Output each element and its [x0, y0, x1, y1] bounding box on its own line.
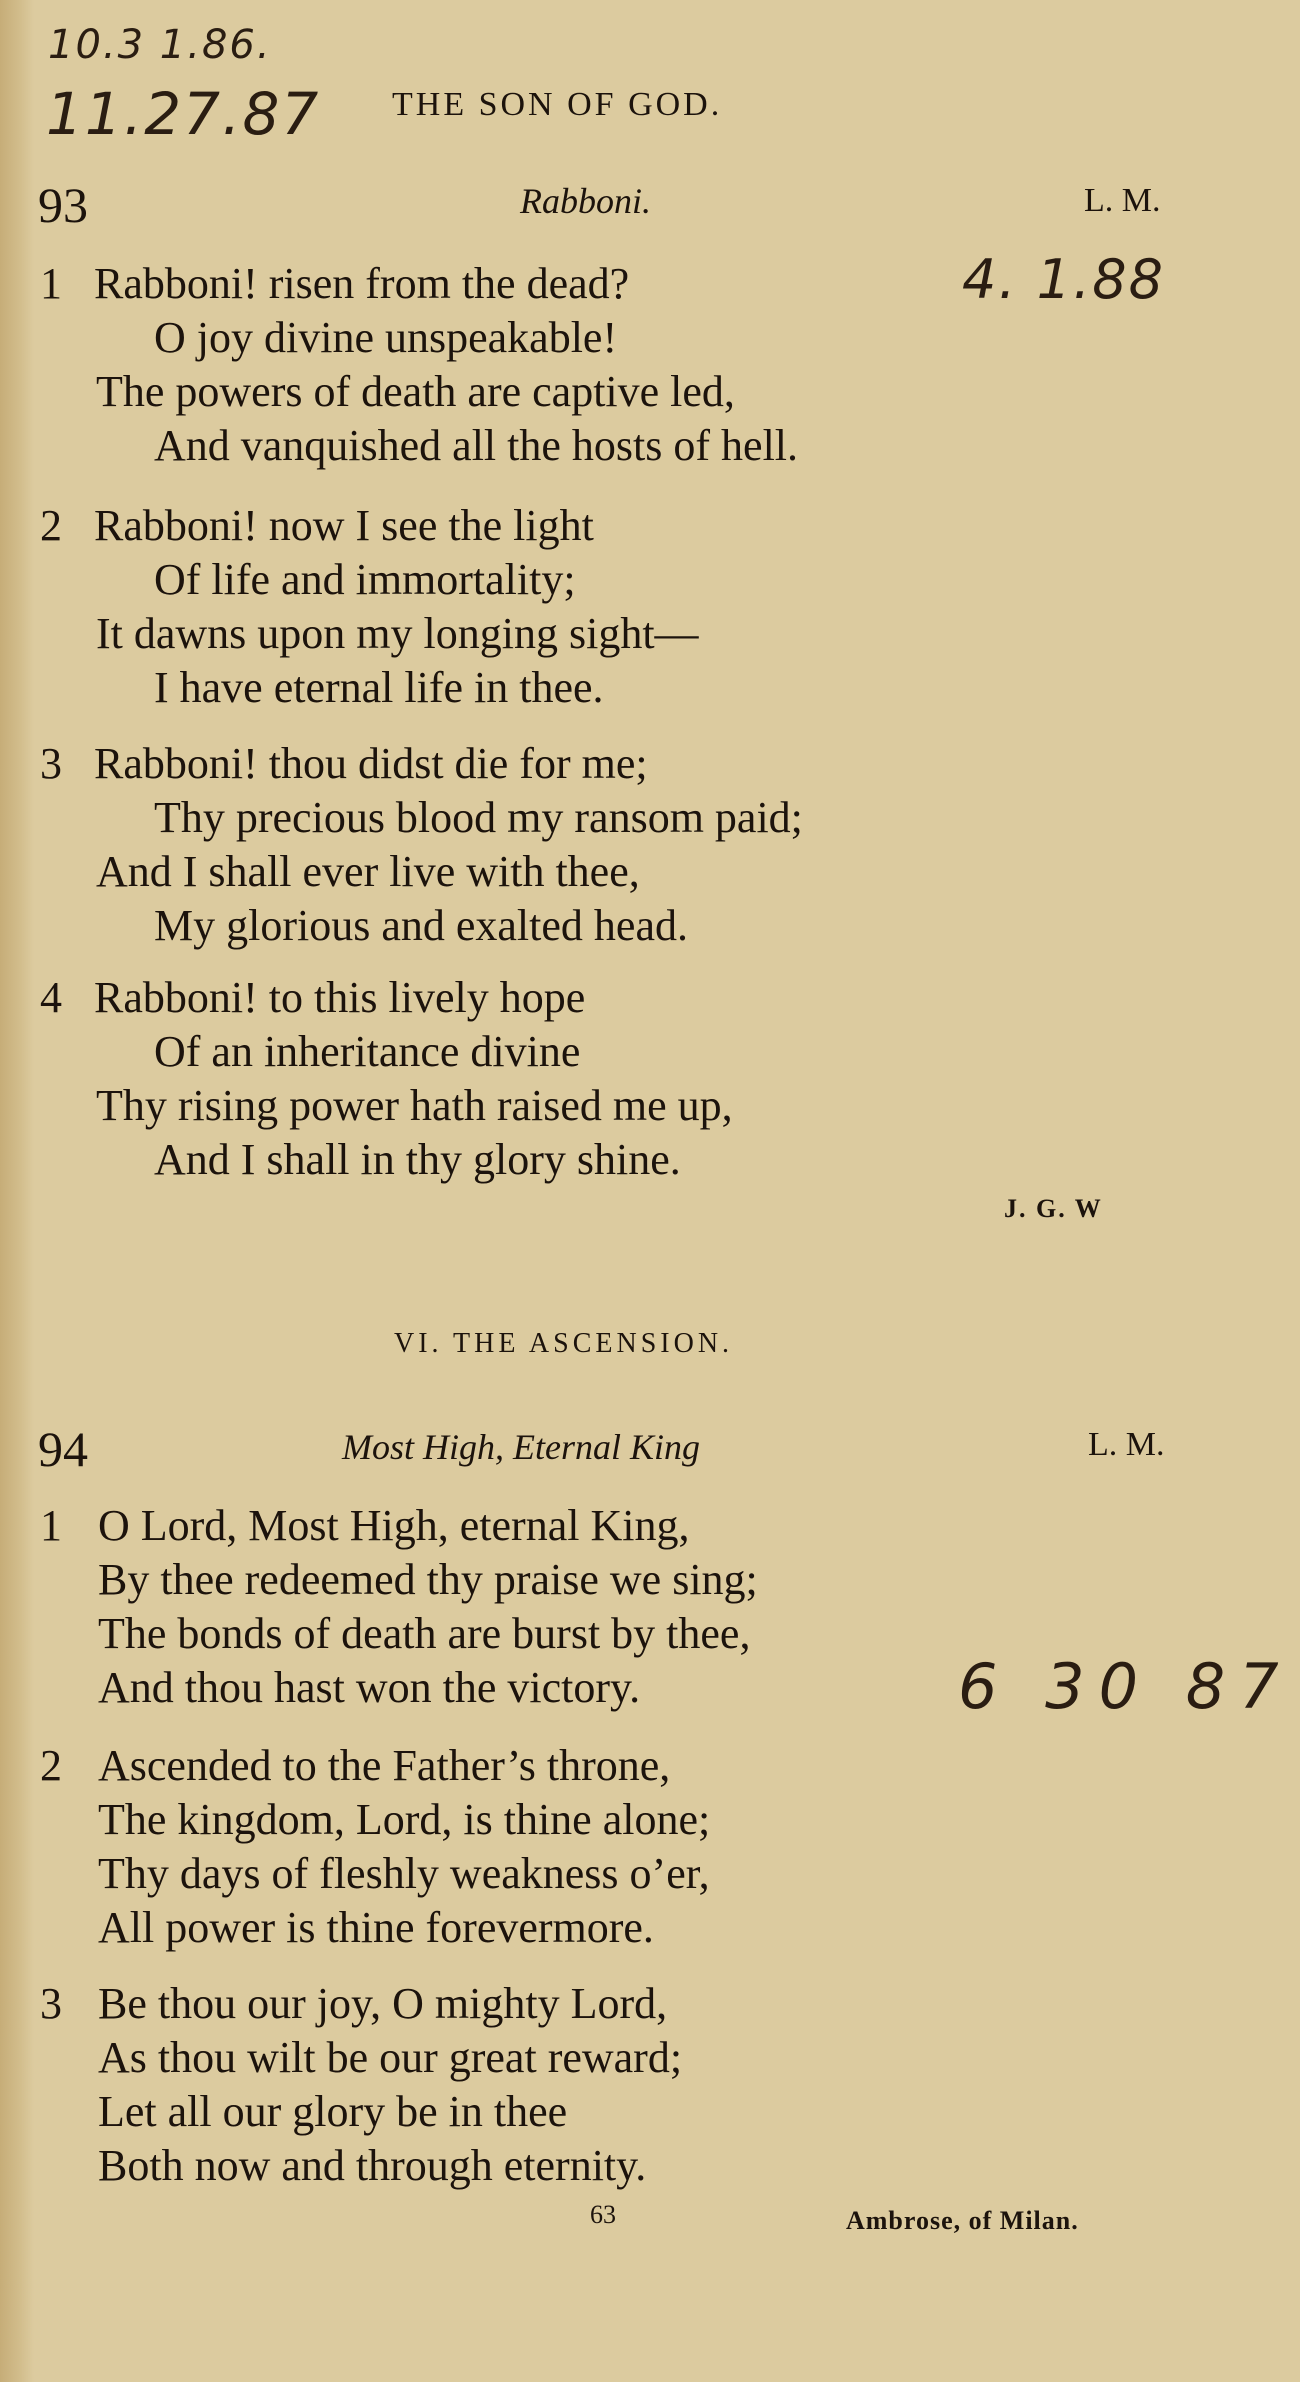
verse-line: Rabboni! thou didst die for me; — [94, 739, 648, 788]
verse-number: 3 — [40, 739, 62, 788]
verse-line: Rabboni! now I see the light — [94, 501, 594, 550]
verse-number: 1 — [40, 259, 62, 308]
verse-line: The bonds of death are burst by thee, — [98, 1609, 751, 1658]
hymn-94-author: Ambrose, of Milan. — [846, 2206, 1079, 2235]
handwritten-note-top-2: 11.27.87 — [46, 80, 321, 148]
verse-line: And thou hast won the victory. — [98, 1663, 641, 1712]
verse-number: 2 — [40, 501, 62, 550]
running-head: THE SON OF GOD. — [392, 86, 723, 123]
section-heading: VI. THE ASCENSION. — [394, 1328, 734, 1359]
verse-line: I have eternal life in thee. — [154, 663, 604, 712]
verse-line: And vanquished all the hosts of hell. — [154, 421, 799, 470]
verse-line: Let all our glory be in thee — [98, 2087, 568, 2136]
handwritten-note-margin-1: 4. 1.88 — [962, 248, 1165, 311]
verse-line: O joy divine unspeakable! — [154, 313, 618, 362]
hymn-93-meter: L. M. — [1084, 182, 1161, 219]
verse-line: And I shall in thy glory shine. — [154, 1135, 681, 1184]
verse-line: The kingdom, Lord, is thine alone; — [98, 1795, 711, 1844]
verse-line: Both now and through eternity. — [98, 2141, 647, 2190]
handwritten-note-top-1: 10.3 1.86. — [48, 22, 272, 68]
verse-line: Rabboni! risen from the dead? — [94, 259, 630, 308]
verse-line: It dawns upon my longing sight— — [96, 609, 699, 658]
page-binding-shadow — [0, 0, 34, 2382]
hymn-94-meter: L. M. — [1088, 1426, 1165, 1463]
verse-line: O Lord, Most High, eternal King, — [98, 1501, 690, 1550]
verse-line: All power is thine forevermore. — [98, 1903, 654, 1952]
verse-line: My glorious and exalted head. — [154, 901, 688, 950]
verse-line: Rabboni! to this lively hope — [94, 973, 586, 1022]
verse-number: 1 — [40, 1501, 62, 1550]
page-number: 63 — [590, 2200, 616, 2229]
verse-number: 3 — [40, 1979, 62, 2028]
verse-line: Ascended to the Father’s throne, — [98, 1741, 671, 1790]
hymn-93-author: J. G. W — [1004, 1194, 1103, 1223]
hymn-93-number: 93 — [38, 177, 88, 233]
hymn-93-title: Rabboni. — [520, 181, 651, 221]
hymn-94-number: 94 — [38, 1421, 88, 1477]
verse-number: 4 — [40, 973, 62, 1022]
verse-line: As thou wilt be our great reward; — [98, 2033, 683, 2082]
handwritten-note-margin-2: 6 30 87 — [958, 1650, 1293, 1723]
verse-number: 2 — [40, 1741, 62, 1790]
verse-line: Of life and immortality; — [154, 555, 576, 604]
verse-line: By thee redeemed thy praise we sing; — [98, 1555, 758, 1604]
verse-line: Be thou our joy, O mighty Lord, — [98, 1979, 668, 2028]
verse-line: And I shall ever live with thee, — [96, 847, 640, 896]
verse-line: Of an inheritance divine — [154, 1027, 581, 1076]
verse-line: Thy rising power hath raised me up, — [96, 1081, 733, 1130]
verse-line: Thy days of fleshly weakness o’er, — [98, 1849, 710, 1898]
hymn-94-title: Most High, Eternal King — [342, 1427, 700, 1467]
verse-line: Thy precious blood my ransom paid; — [154, 793, 803, 842]
verse-line: The powers of death are captive led, — [96, 367, 735, 416]
